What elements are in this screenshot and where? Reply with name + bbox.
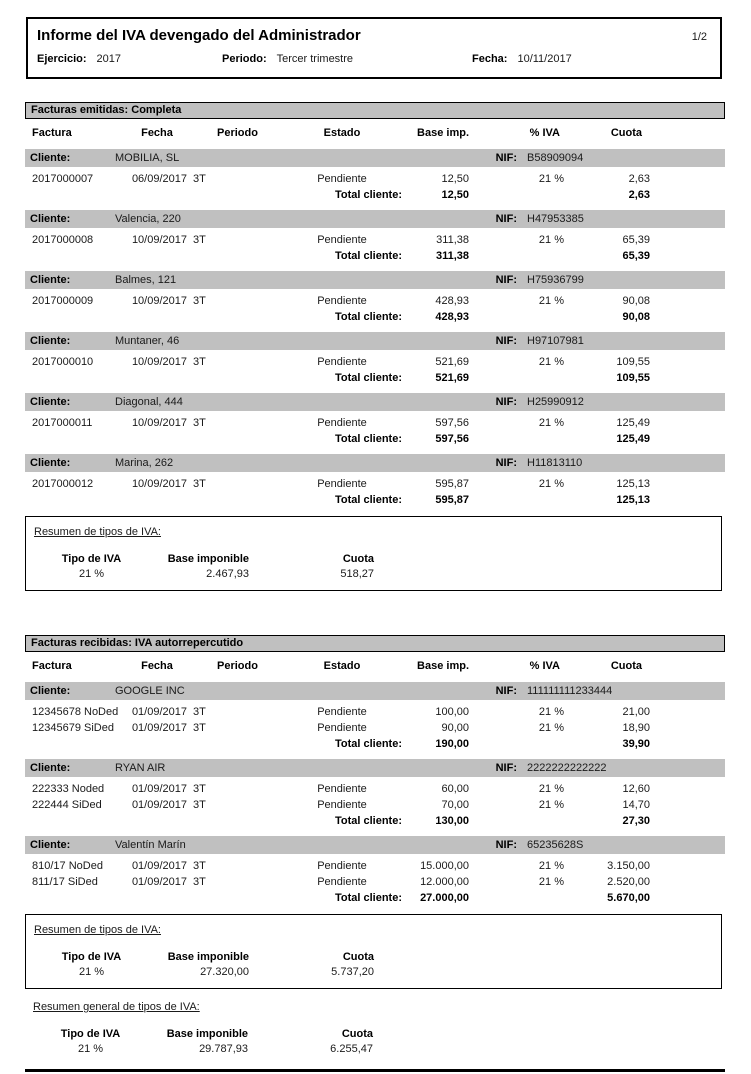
summary-header-base-imponible: Base imponible xyxy=(166,1028,248,1040)
cell-estado: Pendiente xyxy=(317,417,367,429)
client-block xyxy=(25,454,725,508)
report-header-box xyxy=(26,17,722,79)
cell-estado: Pendiente xyxy=(317,783,367,795)
cell-factura: 2017000012 xyxy=(32,478,94,490)
cell-iva: 21 % xyxy=(538,478,564,490)
cell-periodo: 3T xyxy=(193,706,206,718)
cell-periodo: 3T xyxy=(193,799,206,811)
client-bar xyxy=(25,454,725,472)
client-block xyxy=(25,332,725,386)
cell-factura: 2017000011 xyxy=(32,417,93,429)
total-cliente-label: Total cliente: xyxy=(334,738,402,750)
general-summary-base-value: 29.787,93 xyxy=(199,1043,248,1055)
cell-cuota: 3.150,00 xyxy=(607,860,650,872)
column-header-iva: % IVA xyxy=(529,660,560,672)
section-title: Facturas emitidas: Completa xyxy=(31,104,182,116)
section-title-bar xyxy=(25,635,725,652)
cell-factura: 811/17 SiDed xyxy=(32,876,98,888)
cell-fecha: 10/09/2017 xyxy=(131,478,187,490)
summary-base-value: 27.320,00 xyxy=(200,966,249,978)
cell-fecha: 10/09/2017 xyxy=(131,295,187,307)
nif-label: NIF: xyxy=(495,839,517,851)
cell-periodo: 3T xyxy=(193,722,206,734)
client-total-base: 597,56 xyxy=(435,433,469,445)
client-name: Balmes, 121 xyxy=(115,274,177,286)
fecha-field xyxy=(472,53,572,65)
summary-header-tipo-iva: Tipo de IVA xyxy=(60,1028,121,1040)
column-header-cuota: Cuota xyxy=(610,660,642,672)
client-nif: B58909094 xyxy=(527,152,584,164)
summary-cuota-value: 5.737,20 xyxy=(331,966,374,978)
summary-header-tipo-iva: Tipo de IVA xyxy=(61,553,122,565)
summary-tipo-value: 21 % xyxy=(78,568,105,580)
page-break-line xyxy=(25,1069,725,1072)
client-total-cuota: 5.670,00 xyxy=(607,892,650,904)
nif-label: NIF: xyxy=(495,685,517,697)
general-summary-title-text: Resumen general de tipos de IVA: xyxy=(33,1001,200,1013)
client-bar xyxy=(25,393,725,411)
column-header-periodo: Periodo xyxy=(217,660,258,672)
client-block xyxy=(25,210,725,264)
client-total-cuota: 90,08 xyxy=(622,311,650,323)
client-bar xyxy=(25,682,725,700)
cell-iva: 21 % xyxy=(538,356,564,368)
cliente-label: Cliente: xyxy=(30,152,71,164)
cell-periodo: 3T xyxy=(193,234,206,246)
client-total-base: 27.000,00 xyxy=(420,892,469,904)
iva-summary-title-text: Resumen de tipos de IVA: xyxy=(34,526,161,538)
cell-iva: 21 % xyxy=(538,860,564,872)
total-cliente-label: Total cliente: xyxy=(334,372,402,384)
client-total-row xyxy=(25,890,725,906)
client-name: Diagonal, 444 xyxy=(115,396,183,408)
cell-cuota: 90,08 xyxy=(622,295,650,307)
general-summary-values xyxy=(25,1042,725,1057)
cell-cuota: 21,00 xyxy=(622,706,650,718)
cell-base-imp: 12.000,00 xyxy=(420,876,469,888)
client-total-cuota: 109,55 xyxy=(616,372,650,384)
cell-fecha: 10/09/2017 xyxy=(131,356,187,368)
client-total-cuota: 39,90 xyxy=(622,738,650,750)
cell-base-imp: 15.000,00 xyxy=(420,860,469,872)
invoice-row xyxy=(25,704,725,720)
cell-base-imp: 100,00 xyxy=(435,706,469,718)
cell-factura: 222444 SiDed xyxy=(32,799,102,811)
iva-summary-headers xyxy=(34,950,721,965)
client-name: GOOGLE INC xyxy=(115,685,185,697)
invoice-row xyxy=(25,415,725,431)
cell-cuota: 2,63 xyxy=(628,173,650,185)
client-total-base: 521,69 xyxy=(435,372,469,384)
client-total-base: 190,00 xyxy=(435,738,469,750)
summary-base-value: 2.467,93 xyxy=(206,568,249,580)
summary-cuota-value: 518,27 xyxy=(340,568,374,580)
cell-iva: 21 % xyxy=(538,417,564,429)
client-total-cuota: 2,63 xyxy=(628,189,650,201)
cliente-label: Cliente: xyxy=(30,335,71,347)
nif-label: NIF: xyxy=(495,274,517,286)
cell-periodo: 3T xyxy=(193,478,206,490)
cell-base-imp: 597,56 xyxy=(435,417,469,429)
client-bar xyxy=(25,210,725,228)
cell-iva: 21 % xyxy=(538,173,564,185)
cell-factura: 810/17 NoDed xyxy=(32,860,103,872)
cell-estado: Pendiente xyxy=(317,876,367,888)
nif-label: NIF: xyxy=(495,762,517,774)
summary-header-base-imponible: Base imponible xyxy=(167,951,249,963)
column-header-periodo: Periodo xyxy=(217,127,258,139)
nif-label: NIF: xyxy=(495,457,517,469)
client-block xyxy=(25,149,725,203)
total-cliente-label: Total cliente: xyxy=(334,250,402,262)
client-nif: 2222222222222 xyxy=(527,762,607,774)
client-name: RYAN AIR xyxy=(115,762,166,774)
ejercicio-value: 2017 xyxy=(96,53,122,65)
cell-estado: Pendiente xyxy=(317,860,367,872)
summary-header-tipo-iva: Tipo de IVA xyxy=(61,951,122,963)
nif-label: NIF: xyxy=(495,152,517,164)
cell-factura: 222333 Noded xyxy=(32,783,105,795)
cell-fecha: 01/09/2017 xyxy=(131,876,187,888)
total-cliente-label: Total cliente: xyxy=(334,433,402,445)
cell-periodo: 3T xyxy=(193,356,206,368)
invoice-row xyxy=(25,858,725,874)
client-nif: H97107981 xyxy=(527,335,584,347)
general-summary-title xyxy=(25,1000,725,1014)
client-total-base: 311,38 xyxy=(435,250,469,262)
total-cliente-label: Total cliente: xyxy=(334,494,402,506)
client-nif: 65235628S xyxy=(527,839,584,851)
cell-estado: Pendiente xyxy=(317,799,367,811)
client-total-row xyxy=(25,736,725,752)
column-header-base-imp: Base imp. xyxy=(417,127,469,139)
cell-estado: Pendiente xyxy=(317,356,367,368)
total-cliente-label: Total cliente: xyxy=(334,815,402,827)
cell-estado: Pendiente xyxy=(317,295,367,307)
cell-estado: Pendiente xyxy=(317,478,367,490)
invoice-row xyxy=(25,354,725,370)
client-nif: H47953385 xyxy=(527,213,584,225)
invoice-row xyxy=(25,171,725,187)
client-total-row xyxy=(25,370,725,386)
cell-iva: 21 % xyxy=(538,295,564,307)
column-header-base-imp: Base imp. xyxy=(417,660,469,672)
cell-cuota: 14,70 xyxy=(622,799,650,811)
client-nif: 111111111233444 xyxy=(527,685,613,697)
cell-base-imp: 12,50 xyxy=(441,173,469,185)
client-bar xyxy=(25,759,725,777)
iva-summary-headers xyxy=(34,552,721,567)
client-total-base: 12,50 xyxy=(441,189,469,201)
cell-fecha: 01/09/2017 xyxy=(131,706,187,718)
invoice-row xyxy=(25,781,725,797)
client-bar xyxy=(25,149,725,167)
periodo-field xyxy=(222,53,353,65)
cell-base-imp: 311,38 xyxy=(436,234,469,246)
general-summary-tipo-value: 21 % xyxy=(77,1043,104,1055)
cell-fecha: 01/09/2017 xyxy=(131,799,187,811)
cell-base-imp: 428,93 xyxy=(435,295,469,307)
invoice-row xyxy=(25,232,725,248)
cliente-label: Cliente: xyxy=(30,396,71,408)
column-header-iva: % IVA xyxy=(529,127,560,139)
cliente-label: Cliente: xyxy=(30,762,71,774)
client-name: Valentín Marín xyxy=(115,839,186,851)
section-title-bar xyxy=(25,102,725,119)
invoices-section xyxy=(25,102,725,591)
client-total-cuota: 65,39 xyxy=(622,250,650,262)
client-block xyxy=(25,836,725,906)
fecha-value: 10/11/2017 xyxy=(517,53,572,65)
cell-iva: 21 % xyxy=(538,234,564,246)
total-cliente-label: Total cliente: xyxy=(334,892,402,904)
summary-tipo-value: 21 % xyxy=(78,966,105,978)
client-total-cuota: 27,30 xyxy=(622,815,650,827)
iva-summary-box xyxy=(25,516,722,591)
ejercicio-field xyxy=(37,53,121,65)
fecha-label: Fecha: xyxy=(472,53,508,65)
cliente-label: Cliente: xyxy=(30,213,71,225)
invoice-row xyxy=(25,476,725,492)
client-total-base: 595,87 xyxy=(435,494,469,506)
invoice-row xyxy=(25,797,725,813)
cell-cuota: 2.520,00 xyxy=(607,876,650,888)
cell-estado: Pendiente xyxy=(317,173,367,185)
general-summary-headers xyxy=(25,1027,725,1042)
general-iva-summary xyxy=(25,1000,725,1057)
iva-summary-title-text: Resumen de tipos de IVA: xyxy=(34,924,161,936)
client-total-base: 428,93 xyxy=(435,311,469,323)
cell-cuota: 65,39 xyxy=(622,234,650,246)
client-nif: H11813110 xyxy=(527,457,583,469)
column-header-estado: Estado xyxy=(323,127,361,139)
cell-factura: 2017000007 xyxy=(32,173,94,185)
client-bar xyxy=(25,836,725,854)
cell-fecha: 06/09/2017 xyxy=(131,173,187,185)
cell-fecha: 10/09/2017 xyxy=(131,234,187,246)
total-cliente-label: Total cliente: xyxy=(334,311,402,323)
iva-summary-title xyxy=(34,923,721,937)
nif-label: NIF: xyxy=(495,213,517,225)
cell-periodo: 3T xyxy=(193,417,206,429)
client-block xyxy=(25,271,725,325)
cell-fecha: 01/09/2017 xyxy=(131,722,187,734)
cell-iva: 21 % xyxy=(538,876,564,888)
ejercicio-label: Ejercicio: xyxy=(37,53,87,65)
cell-periodo: 3T xyxy=(193,295,206,307)
summary-header-base-imponible: Base imponible xyxy=(167,553,249,565)
invoice-row xyxy=(25,720,725,736)
cell-cuota: 125,49 xyxy=(616,417,650,429)
client-total-row xyxy=(25,248,725,264)
report-meta-row xyxy=(28,53,720,69)
invoices-section xyxy=(25,635,725,989)
report-title-row xyxy=(28,19,720,44)
cell-iva: 21 % xyxy=(538,722,564,734)
nif-label: NIF: xyxy=(495,335,517,347)
cell-base-imp: 595,87 xyxy=(435,478,469,490)
column-header-fecha: Fecha xyxy=(141,660,173,672)
cell-iva: 21 % xyxy=(538,706,564,718)
cell-base-imp: 70,00 xyxy=(441,799,469,811)
cell-periodo: 3T xyxy=(193,860,206,872)
cell-cuota: 12,60 xyxy=(622,783,650,795)
page-indicator: 1/2 xyxy=(691,31,707,43)
client-total-cuota: 125,13 xyxy=(616,494,650,506)
column-header-fecha: Fecha xyxy=(141,127,173,139)
client-block xyxy=(25,759,725,829)
client-bar xyxy=(25,271,725,289)
client-nif: H25990912 xyxy=(527,396,584,408)
cell-base-imp: 90,00 xyxy=(441,722,469,734)
client-bar xyxy=(25,332,725,350)
total-cliente-label: Total cliente: xyxy=(334,189,402,201)
cliente-label: Cliente: xyxy=(30,457,71,469)
column-headers xyxy=(25,659,725,673)
cell-base-imp: 521,69 xyxy=(435,356,469,368)
column-header-estado: Estado xyxy=(323,660,361,672)
iva-summary-title xyxy=(34,525,721,539)
client-nif: H75936799 xyxy=(527,274,584,286)
client-name: Valencia, 220 xyxy=(115,213,181,225)
column-header-factura: Factura xyxy=(32,127,72,139)
iva-summary-values xyxy=(34,567,721,582)
iva-summary-values xyxy=(34,965,721,980)
cliente-label: Cliente: xyxy=(30,839,71,851)
client-name: MOBILIA, SL xyxy=(115,152,180,164)
cell-periodo: 3T xyxy=(193,783,206,795)
client-total-row xyxy=(25,309,725,325)
client-total-row xyxy=(25,431,725,447)
client-total-base: 130,00 xyxy=(435,815,469,827)
cliente-label: Cliente: xyxy=(30,274,71,286)
cell-estado: Pendiente xyxy=(317,722,367,734)
cell-estado: Pendiente xyxy=(317,706,367,718)
iva-summary-box xyxy=(25,914,722,989)
cell-fecha: 01/09/2017 xyxy=(131,783,187,795)
cell-factura: 12345678 NoDed xyxy=(32,706,119,718)
cell-fecha: 01/09/2017 xyxy=(131,860,187,872)
client-name: Muntaner, 46 xyxy=(115,335,180,347)
cell-cuota: 18,90 xyxy=(622,722,650,734)
column-header-cuota: Cuota xyxy=(610,127,642,139)
invoice-row xyxy=(25,293,725,309)
cell-base-imp: 60,00 xyxy=(441,783,469,795)
summary-header-cuota: Cuota xyxy=(342,553,374,565)
cell-periodo: 3T xyxy=(193,173,206,185)
client-name: Marina, 262 xyxy=(115,457,174,469)
client-block xyxy=(25,682,725,752)
cell-periodo: 3T xyxy=(193,876,206,888)
summary-header-cuota: Cuota xyxy=(342,951,374,963)
general-summary-cuota-value: 6.255,47 xyxy=(330,1043,373,1055)
client-total-row xyxy=(25,492,725,508)
cell-iva: 21 % xyxy=(538,783,564,795)
cell-estado: Pendiente xyxy=(317,234,367,246)
cell-factura: 2017000009 xyxy=(32,295,94,307)
invoice-row xyxy=(25,874,725,890)
cell-cuota: 109,55 xyxy=(616,356,650,368)
cell-factura: 12345679 SiDed xyxy=(32,722,114,734)
report-title: Informe del IVA devengado del Administrador xyxy=(37,27,361,44)
client-total-cuota: 125,49 xyxy=(616,433,650,445)
section-title: Facturas recibidas: IVA autorrepercutido xyxy=(31,637,244,649)
cell-factura: 2017000008 xyxy=(32,234,94,246)
cell-iva: 21 % xyxy=(538,799,564,811)
column-header-factura: Factura xyxy=(32,660,72,672)
periodo-value: Tercer trimestre xyxy=(276,53,354,65)
client-total-row xyxy=(25,813,725,829)
nif-label: NIF: xyxy=(495,396,517,408)
cell-fecha: 10/09/2017 xyxy=(131,417,187,429)
cell-factura: 2017000010 xyxy=(32,356,94,368)
client-block xyxy=(25,393,725,447)
periodo-label: Periodo: xyxy=(222,53,267,65)
client-total-row xyxy=(25,187,725,203)
cliente-label: Cliente: xyxy=(30,685,71,697)
cell-cuota: 125,13 xyxy=(616,478,650,490)
column-headers xyxy=(25,126,725,140)
summary-header-cuota: Cuota xyxy=(341,1028,373,1040)
